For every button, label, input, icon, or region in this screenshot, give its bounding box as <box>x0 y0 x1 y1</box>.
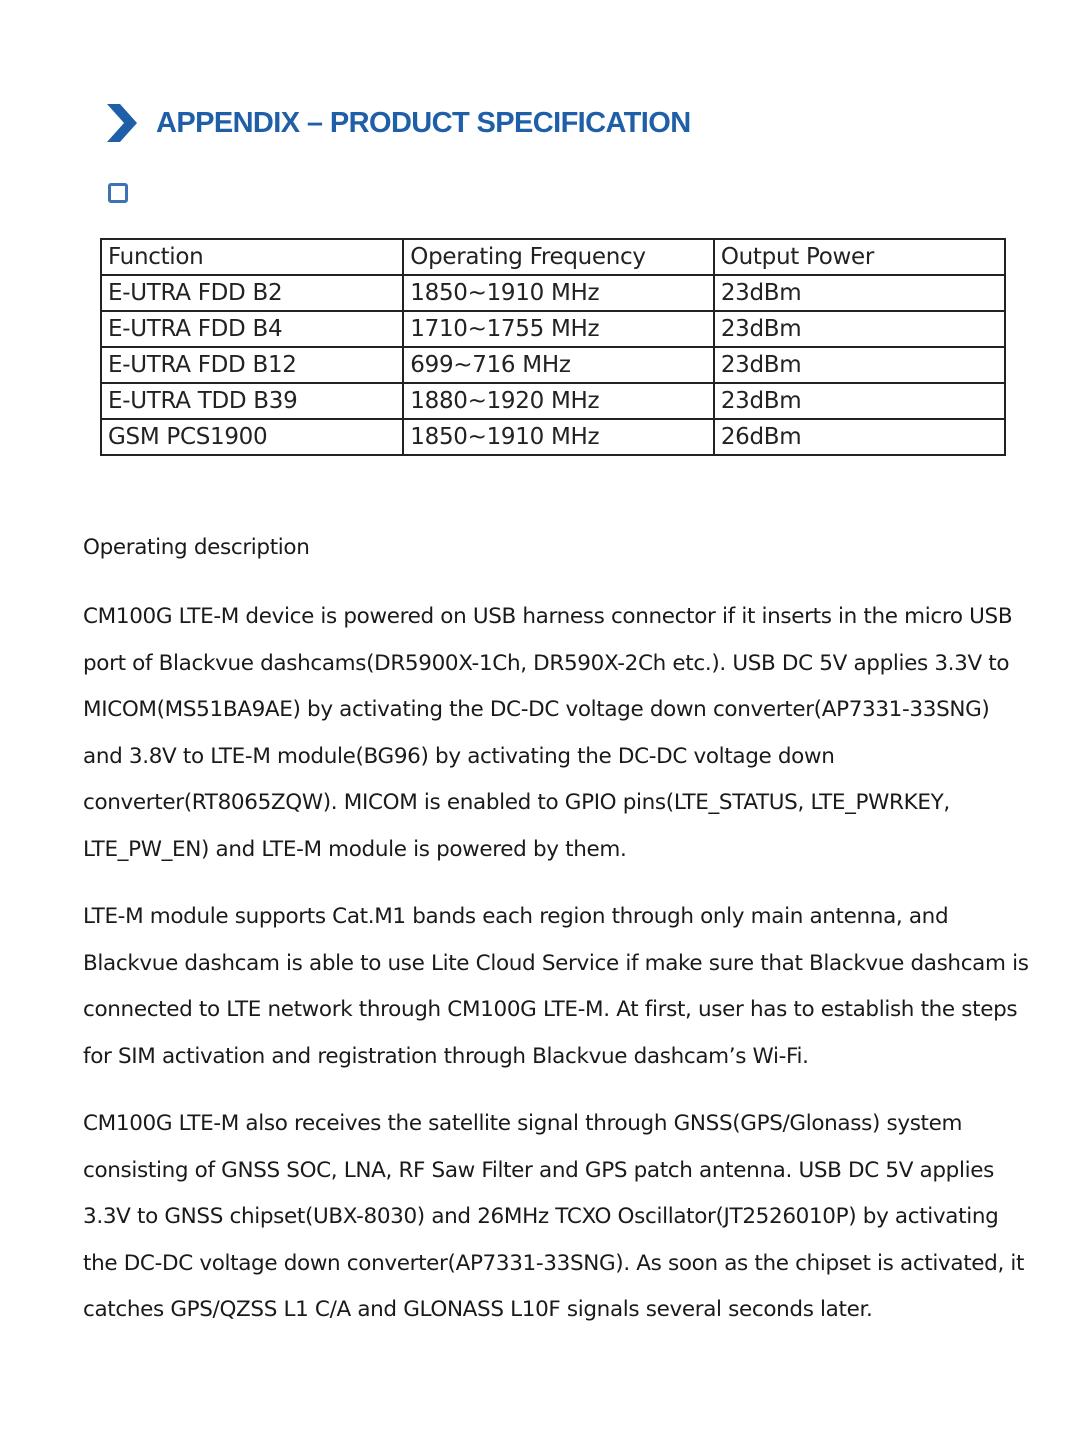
header-function: Function <box>101 239 403 275</box>
table-row <box>101 275 1005 311</box>
description-paragraph-3: CM100G LTE-M also receives the satellite signal through GNSS(GPS/Glonass) system consisting of GNSS SOC, LNA, RF Saw Filter and GPS patch antenna. USB DC 5V applies 3.3V to GNSS chipset(UBX-8030) and 26MHz TCXO Oscillator(JT2526010P) by activating the DC-DC voltage down converter(AP7331-33SNG). As soon as the chipset is activated, it catches GPS/QZSS L1 C/A and GLONASS L10F signals several seconds later. <box>83 1111 1025 1322</box>
page-title: APPENDIX – PRODUCT SPECIFICATION <box>156 106 691 139</box>
cell-frequency: 1880~1920 MHz <box>403 383 714 419</box>
description-title: Operating description <box>83 535 310 560</box>
cell-function: GSM PCS1900 <box>101 419 403 455</box>
cell-frequency: 1710~1755 MHz <box>403 311 714 347</box>
cell-power: 23dBm <box>714 275 1005 311</box>
cell-power: 26dBm <box>714 419 1005 455</box>
header-power: Output Power <box>714 239 1005 275</box>
table-row <box>101 419 1005 455</box>
cell-function: E-UTRA FDD B2 <box>101 275 403 311</box>
cell-power: 23dBm <box>714 311 1005 347</box>
header-frequency: Operating Frequency <box>403 239 714 275</box>
cell-function: E-UTRA TDD B39 <box>101 383 403 419</box>
table-row <box>101 347 1005 383</box>
description-paragraph-2: LTE-M module supports Cat.M1 bands each region through only main antenna, and Blackvue dashcam is able to use Lite Cloud Service if make sure that Blackvue dashcam is connected to LTE network through CM100G LTE-M. At first, user has to establish the steps for SIM activation and registration through Blackvue dashcam’s Wi-Fi. <box>83 904 1029 1069</box>
cell-power: 23dBm <box>714 383 1005 419</box>
cell-function: E-UTRA FDD B4 <box>101 311 403 347</box>
table-row <box>101 383 1005 419</box>
cell-frequency: 1850~1910 MHz <box>403 419 714 455</box>
cell-power: 23dBm <box>714 347 1005 383</box>
checkbox[interactable] <box>108 183 128 203</box>
table-header-row <box>101 239 1005 275</box>
description-paragraph-1: CM100G LTE-M device is powered on USB harness connector if it inserts in the micro USB port of Blackvue dashcams(DR5900X-1Ch, DR590X-2Ch etc.). USB DC 5V applies 3.3V to MICOM(MS51BA9AE) by activating the DC-DC voltage down converter(AP7331-33SNG) and 3.8V to LTE-M module(BG96) by activating the DC-DC voltage down converter(RT8065ZQW). MICOM is enabled to GPIO pins(LTE_STATUS, LTE_PWRKEY, LTE_PW_EN) and LTE-M module is powered by them. <box>83 604 1013 862</box>
section-heading <box>104 100 691 146</box>
cell-frequency: 699~716 MHz <box>403 347 714 383</box>
table-row <box>101 311 1005 347</box>
spec-table <box>100 238 1006 456</box>
cell-frequency: 1850~1910 MHz <box>403 275 714 311</box>
cell-function: E-UTRA FDD B12 <box>101 347 403 383</box>
chevron-right-icon <box>104 103 138 143</box>
